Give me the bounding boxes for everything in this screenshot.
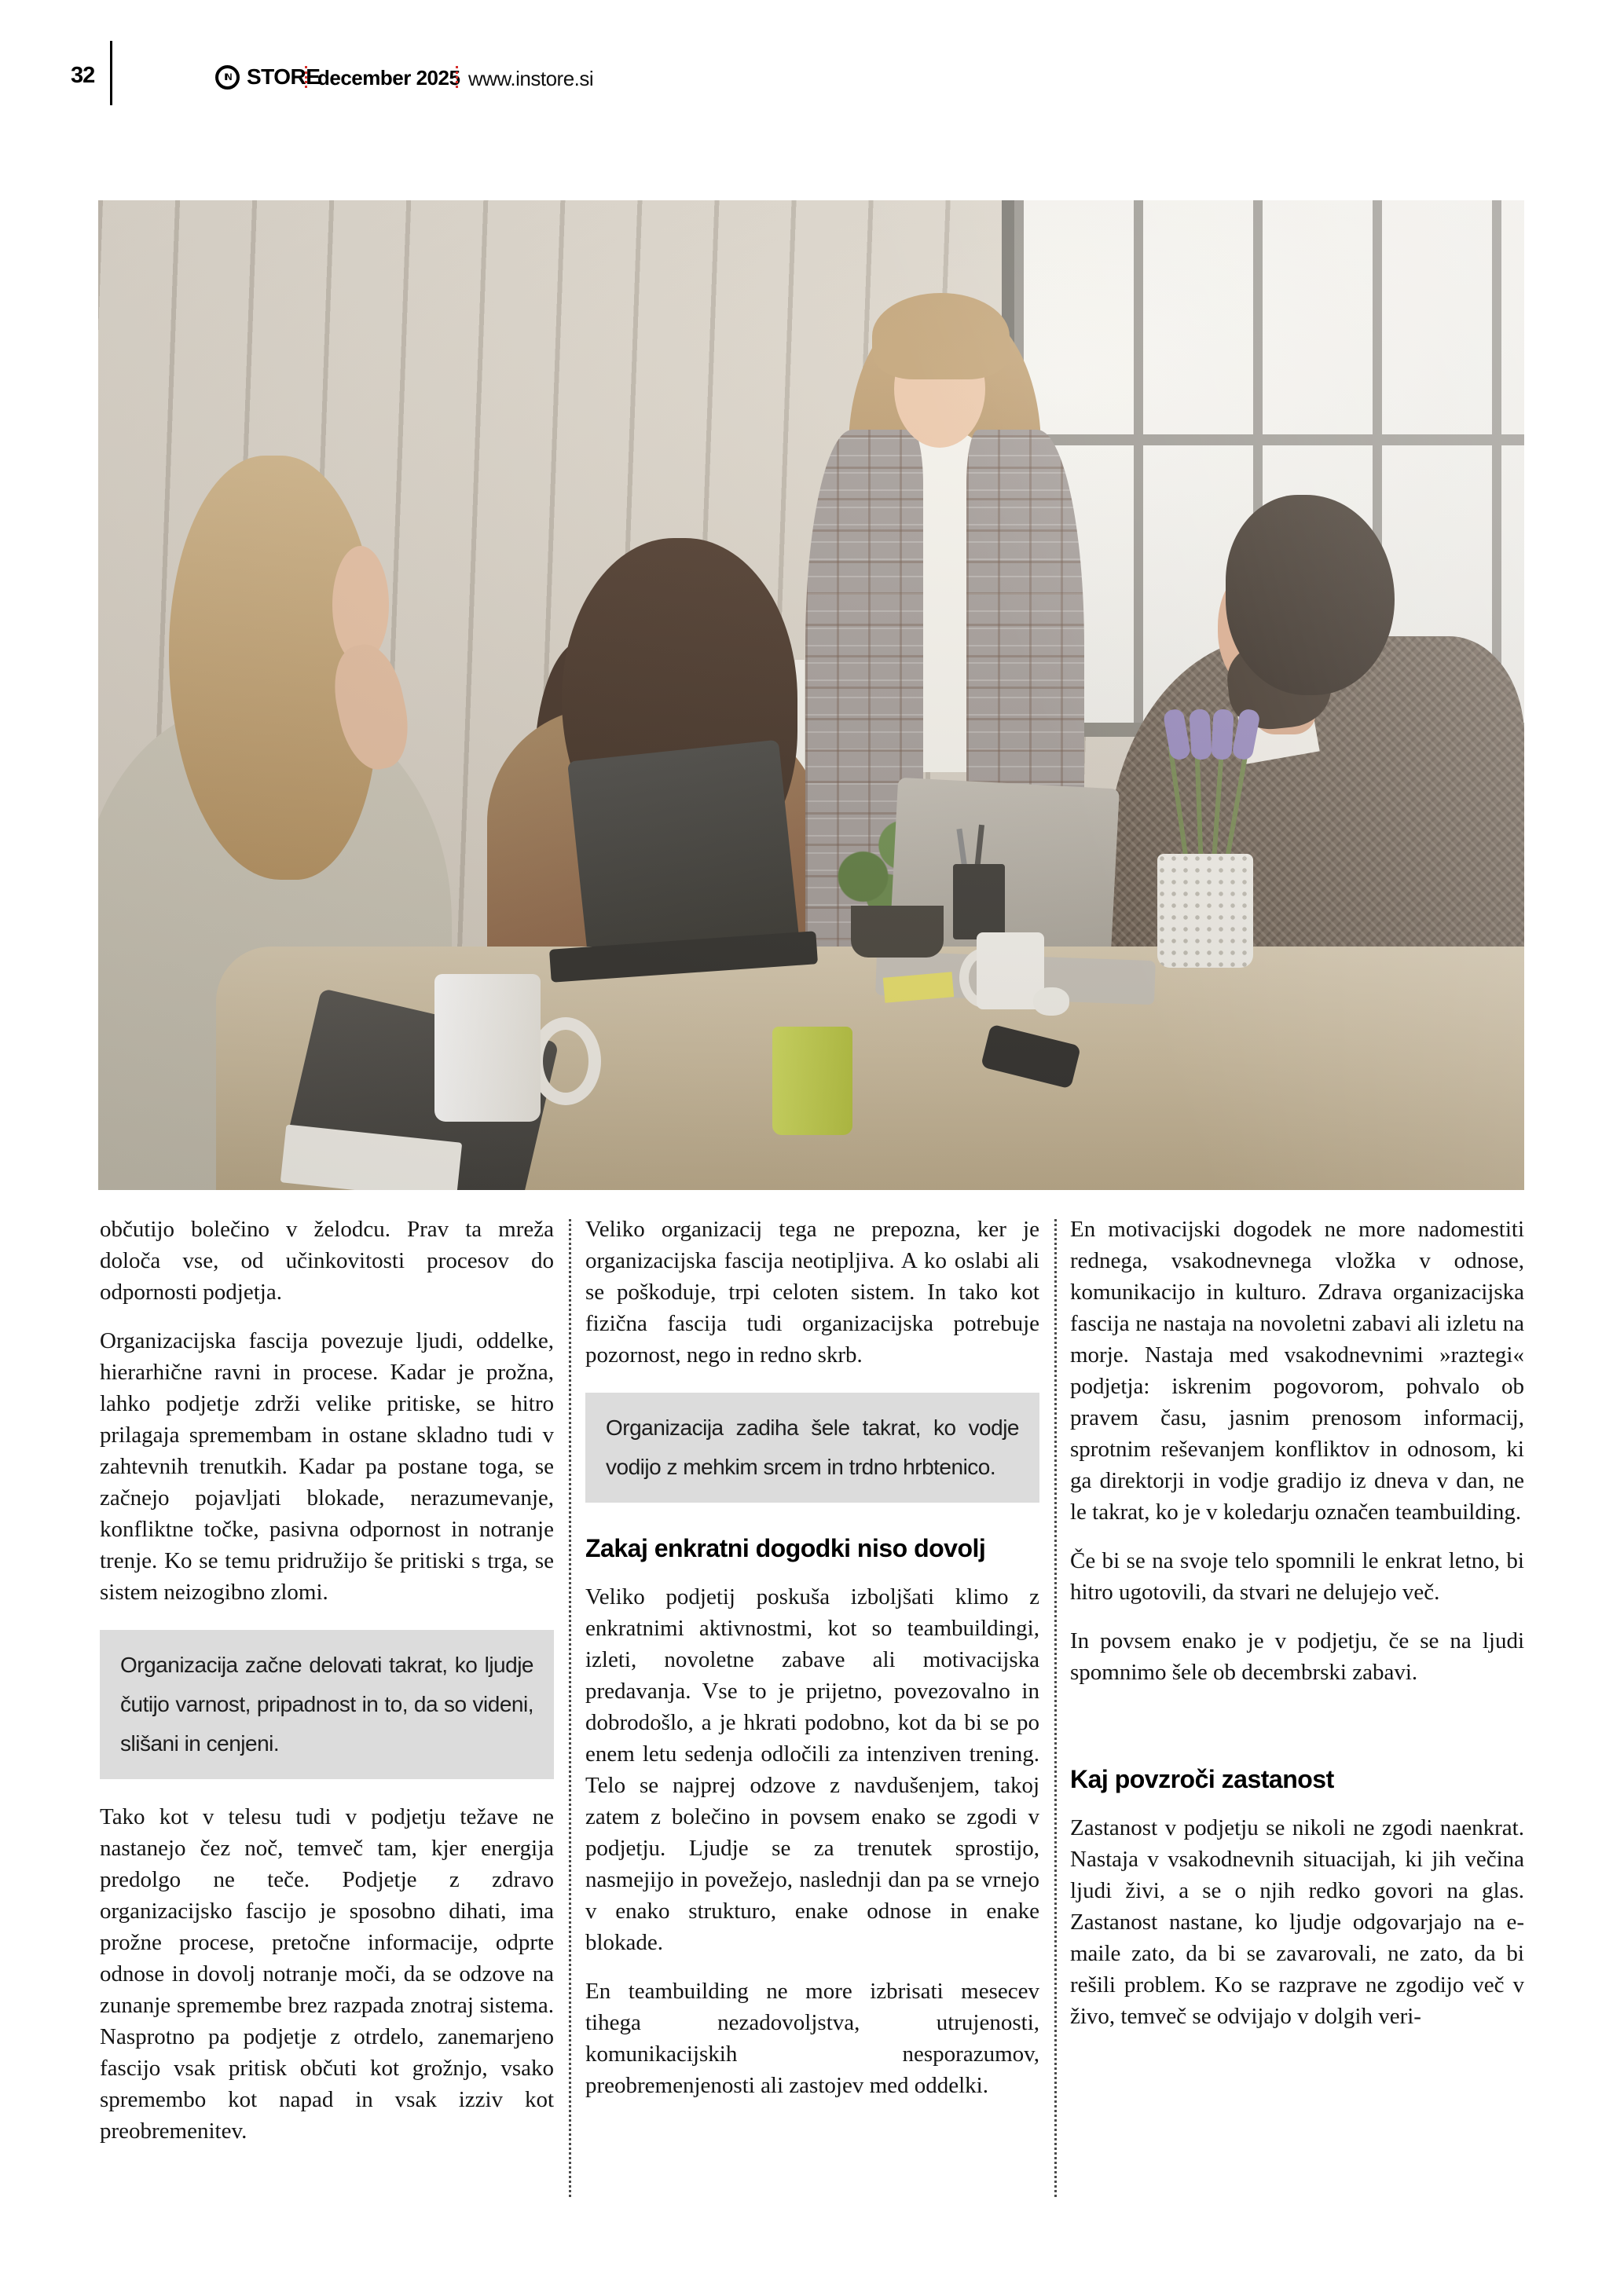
section-heading: Kaj povzroči zastanost <box>1070 1765 1334 1793</box>
body-paragraph: Veliko podjetij poskuša izboljšati klimo z enkratnimi aktivnostmi, kot so teambuildingi, izleti, novoletne zabave ali motivacijska predavanja. Vse to je prijetno, povezovalno in dobrodošlo, a je hkrati podobno, kot da bi se po enem letu sedenja odločili za intenziven trening. Telo se najprej odzove z navdušenjem, takoj zatem z bolečino in povsem enako se zgodi v podjetju. Ljudje se za trenutek sprostijo, nasmejijo in povežejo, naslednji dan pa se vrnejo v enako strukturo, enake odnose in enake blokade. <box>585 1584 1039 1955</box>
body-paragraph: Tako kot v telesu tudi v podjetju težave ne nastanejo čez noč, temveč tam, kjer energija predolgo ne teče. Podjetje z zdravo organizacijsko fascijo je sposobno dihati, ima prožne procese, pretočne informacije, odprte odnose in dovolj notranje moči, da se odzove na zunanje spremembe brez razpada znotraj sistema. Nasprotno pa podjetje z otrdelo, zanemarjeno fascijo vsak pritisk občuti kot grožnjo, vsako spremembo kot napad in vsak izziv kot preobremenitev. <box>100 1804 554 2144</box>
header-dotted-divider-icon <box>456 66 458 88</box>
body-paragraph: Če bi se na svoje telo spomnili le enkrat letno, bi hitro ugotovili, da stvari ne delujejo več. <box>1070 1548 1524 1605</box>
body-paragraph: občutijo bolečino v želodcu. Prav ta mreža določa vse, od učinkovitosti procesov do odpornosti podjetja. <box>100 1217 554 1305</box>
logo-in-circle-icon <box>215 65 240 90</box>
logo-in-text: IN <box>224 71 231 82</box>
header-divider-bar <box>110 41 112 105</box>
body-paragraph: En motivacijski dogodek ne more nadomestiti rednega, vsakodnevnega vložka v odnose, komunikacijo in kulturo. Zdrava organizacijska fascija ne nastaja na novoletni zabavi ali izletu na morje. Nastaja med vsakodnevnimi »raztegi« podjetja: iskrenim pogovorom, pohvalo ob pravem času, jasnim prenosom informacij, sprotnim reševanjem konfliktov in odnosom, ki ga direktorji in vodje gradijo iz dneva v dan, ne le takrat, ko je v koledarju označen teambuilding. <box>1070 1217 1524 1525</box>
body-paragraph: En teambuilding ne more izbrisati mesecev tihega nezadovoljstva, utrujenosti, komunikacijskih nesporazumov, preobremenjenosti ali zastojev med oddelki. <box>585 1979 1039 2098</box>
pull-quote-box: Organizacija začne delovati takrat, ko ljudje čutijo varnost, pripadnost in to, da so videni, slišani in cenjeni. <box>100 1630 554 1779</box>
section-heading: Zakaj enkratni dogodki niso dovolj <box>585 1534 986 1562</box>
article-column-1 <box>100 1214 554 2164</box>
photo-light-overlay <box>98 200 1524 1190</box>
body-paragraph: Veliko organizacij tega ne prepozna, ker je organizacijska fascija neotipljiva. A ko oslabi ali se poškoduje, trpi celoten sistem. In tako kot fizična fascija tudi organizacijska potrebuje pozornost, nego in redno skrb. <box>585 1217 1039 1368</box>
body-paragraph: Zastanost v podjetju se nikoli ne zgodi naenkrat. Nastaja v vsakodnevnih situacijah, ki jih večina ljudi živi, a se o njih redko govori na glas. Zastanost nastane, ko ljudje odgovarjajo na e-maile zato, da bi se zavarovali, ne zato, da bi rešili problem. Ko se razprave ne zgodijo več v živo, temveč se odvijajo v dolgih veri- <box>1070 1815 1524 2029</box>
column-separator <box>569 1219 571 2197</box>
pull-quote-box: Organizacija zadiha šele takrat, ko vodje vodijo z mehkim srcem in trdno hrbtenico. <box>585 1393 1039 1503</box>
article-photo <box>98 200 1524 1190</box>
body-paragraph: Organizacijska fascija povezuje ljudi, oddelke, hierarhične ravni in procese. Kadar je prožna, lahko podjetje zdrži velike pritiske, se hitro prilagaja spremembam in ostane skladno tudi v zahtevnih trenutkih. Kadar pa postane toga, se začnejo pojavljati blokade, nerazumevanje, konfliktne točke, pasivna odpornost in notranje trenje. Ko se temu pridružijo še pritiski s trga, se sistem neizogibno zlomi. <box>100 1328 554 1605</box>
website-url: www.instore.si <box>468 67 594 90</box>
article-column-2 <box>585 1214 1039 2118</box>
column-separator <box>1054 1219 1057 2197</box>
page-number: 32 <box>71 63 95 88</box>
issue-date: december 2025 <box>317 66 460 90</box>
body-paragraph: In povsem enako je v podjetju, če se na ljudi spomnimo šele ob decembrski zabavi. <box>1070 1628 1524 1685</box>
header-dotted-divider-icon <box>305 66 307 88</box>
article-column-3 <box>1070 1214 1524 2049</box>
logo-store-text: STORE <box>247 64 321 89</box>
